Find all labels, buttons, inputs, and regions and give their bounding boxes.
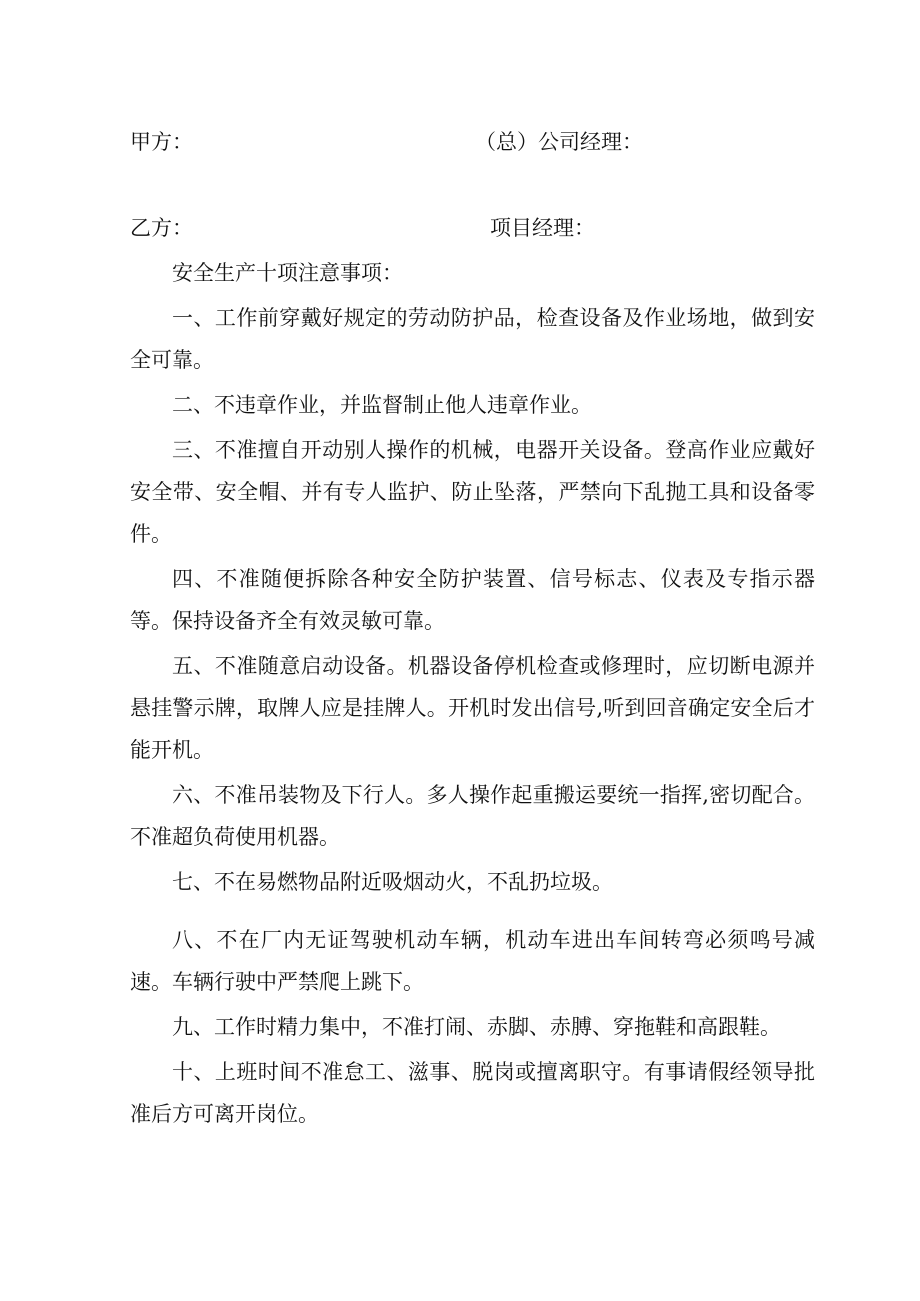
notice-heading: 安全生产十项注意事项： <box>172 261 403 285</box>
rule-9: 九、工作时精力集中，不准打闹、赤脚、赤膊、穿拖鞋和高跟鞋。 <box>172 1015 781 1039</box>
signature-line-party-a <box>130 125 830 159</box>
rule-2: 二、不违章作业，并监督制止他人违章作业。 <box>172 393 592 417</box>
party-b-label: 乙方： <box>130 216 193 240</box>
rule-8: 八、不在厂内无证驾驶机动车辆，机动车进出车间转弯必须鸣号减速。车辆行驶中严禁爬上跳下。 <box>130 928 815 994</box>
rule-7: 七、不在易燃物品附近吸烟动火，不乱扔垃圾。 <box>172 870 613 894</box>
safety-notice <box>130 252 815 1138</box>
rule-5: 五、不准随意启动设备。机器设备停机检查或修理时，应切断电源并悬挂警示牌，取牌人应是挂牌人。开机时发出信号,听到回音确定安全后才能开机。 <box>130 654 815 762</box>
rule-3: 三、不准擅自开动别人操作的机械，电器开关设备。登高作业应戴好安全带、安全帽、并有专人监护、防止坠落，严禁向下乱抛工具和设备零件。 <box>130 438 815 546</box>
company-manager-label: （总）公司经理： <box>475 130 643 154</box>
party-a-label: 甲方： <box>130 130 193 154</box>
rule-10: 十、上班时间不准怠工、滋事、脱岗或擅离职守。有事请假经领导批准后方可离开岗位。 <box>130 1060 815 1126</box>
rule-4: 四、不准随便拆除各种安全防护装置、信号标志、仪表及专指示器等。保持设备齐全有效灵敏可靠。 <box>130 567 815 633</box>
project-manager-label: 项目经理： <box>490 216 595 240</box>
rule-1: 一、工作前穿戴好规定的劳动防护品，检查设备及作业场地，做到安全可靠。 <box>130 306 815 372</box>
rule-6: 六、不准吊装物及下行人。多人操作起重搬运要统一指挥,密切配合。不准超负荷使用机器。 <box>130 783 815 849</box>
signature-line-party-b <box>130 211 830 245</box>
